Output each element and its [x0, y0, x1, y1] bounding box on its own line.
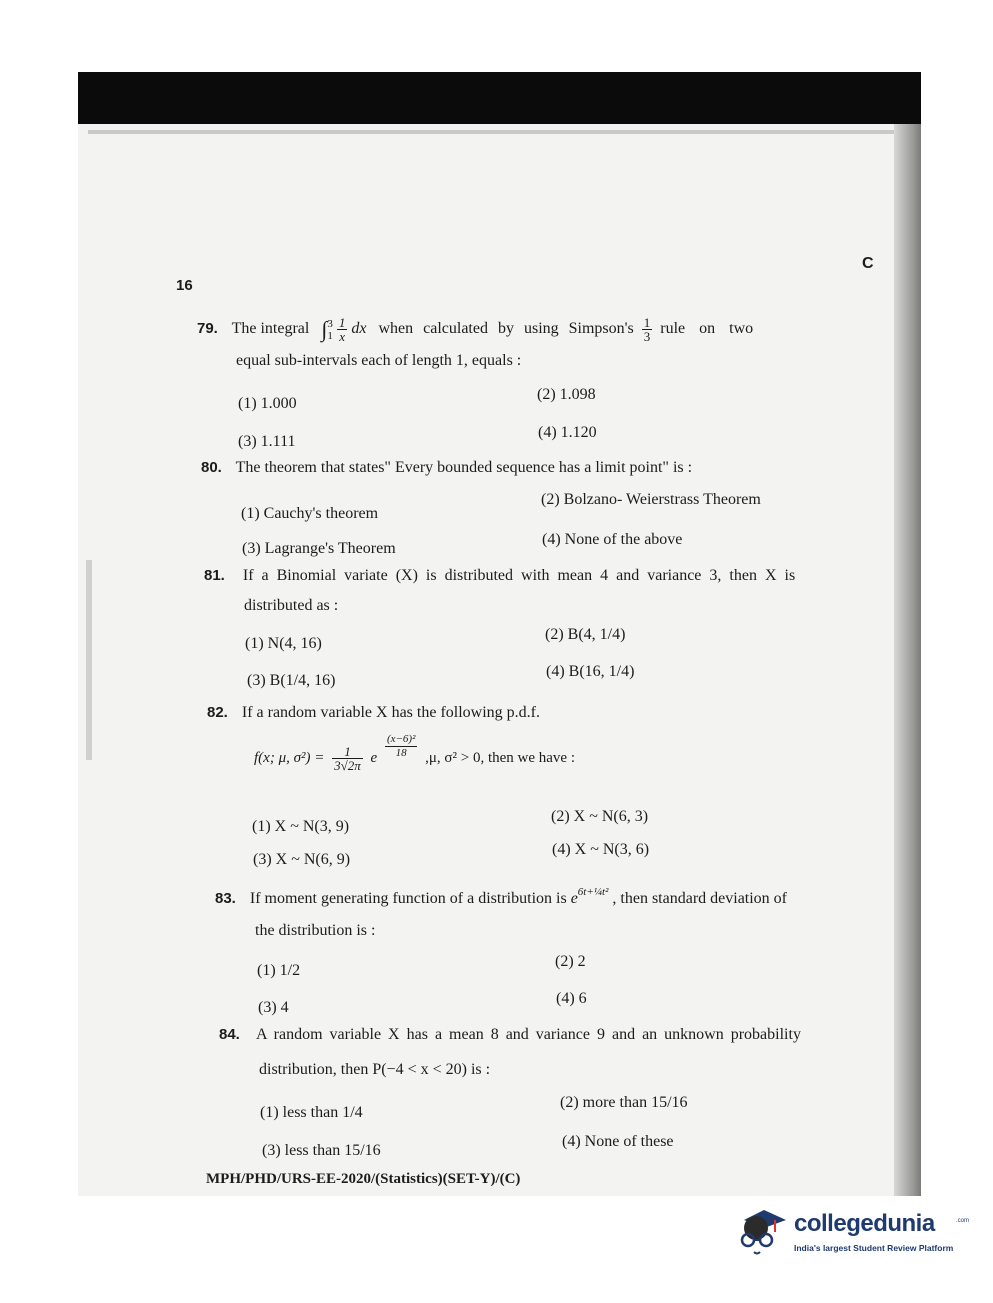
q82-option-4: (4) X ~ N(3, 6)	[552, 841, 650, 858]
book-spine	[894, 124, 921, 1196]
integral-upper: 3	[327, 317, 333, 330]
question-number: 83.	[215, 890, 236, 907]
question-text: If a random variable X has the following p.d.f.	[241, 704, 540, 721]
question-81-line2: distributed as :	[244, 597, 339, 614]
q82-option-2: (2) X ~ N(6, 3)	[551, 808, 649, 825]
question-number: 82.	[207, 704, 228, 721]
scan-dark-band	[78, 72, 921, 124]
brand-suffix: .com	[956, 1218, 970, 1224]
pdf-e: e	[370, 749, 378, 766]
question-82	[207, 704, 540, 722]
rule-frac-num: 1	[643, 315, 651, 330]
pdf-lhs: f(x; μ, σ²) =	[254, 749, 325, 766]
mgf-exponent: 6t+¼t²	[577, 886, 609, 898]
question-number: 80.	[201, 459, 222, 476]
pdf-exp-den: 18	[395, 747, 407, 759]
question-81	[204, 567, 795, 585]
q84-option-3: (3) less than 15/16	[262, 1142, 381, 1159]
q83-option-4: (4) 6	[556, 990, 587, 1007]
q79-option-4: (4) 1.120	[538, 424, 597, 441]
question-number: 79.	[197, 320, 218, 338]
q84-option-1: (1) less than 1/4	[260, 1104, 363, 1121]
binding-gutter	[86, 560, 92, 760]
q79-option-1: (1) 1.000	[238, 395, 297, 412]
question-text: If moment generating function of a distribution is	[249, 890, 567, 907]
question-80	[201, 459, 692, 477]
rule-frac-den: 3	[643, 329, 651, 344]
question-text: A random variable X has a mean 8 and variance 9 and an unknown probability	[255, 1026, 801, 1043]
question-79-line2: equal sub-intervals each of length 1, equals :	[236, 352, 522, 369]
set-code: C	[862, 255, 874, 272]
q81-option-1: (1) N(4, 16)	[245, 635, 322, 652]
q81-option-3: (3) B(1/4, 16)	[247, 672, 336, 689]
collegedunia-logo[interactable]	[734, 1198, 970, 1268]
mascot-icon	[734, 1198, 792, 1256]
pdf-formula	[254, 733, 576, 773]
q82-option-1: (1) X ~ N(3, 9)	[252, 818, 350, 835]
q84-option-2: (2) more than 15/16	[560, 1094, 688, 1111]
q80-option-3: (3) Lagrange's Theorem	[242, 540, 396, 557]
question-83	[215, 886, 788, 908]
page-number: 16	[176, 277, 193, 294]
q79-option-2: (2) 1.098	[537, 386, 596, 403]
pdf-exp-num: (x−6)²	[386, 733, 416, 745]
question-text: The theorem that states" Every bounded sequence has a limit point" is :	[235, 459, 693, 476]
question-text-c: rule on two	[660, 320, 754, 338]
question-84	[219, 1026, 801, 1044]
integral-lower: 1	[327, 329, 333, 342]
question-84-line2: distribution, then P(−4 < x < 20) is :	[259, 1061, 491, 1078]
paper-code-footer: MPH/PHD/URS-EE-2020/(Statistics)(SET-Y)/(C)	[206, 1171, 521, 1187]
q80-option-2: (2) Bolzano- Weierstrass Theorem	[541, 491, 761, 508]
q80-option-4: (4) None of the above	[542, 531, 683, 548]
q83-option-3: (3) 4	[258, 999, 289, 1016]
mgf-e: e	[570, 890, 578, 907]
q80-option-1: (1) Cauchy's theorem	[241, 505, 379, 522]
q82-option-3: (3) X ~ N(6, 9)	[253, 851, 351, 868]
question-text-b: , then standard deviation of	[612, 890, 788, 907]
question-text: The integral	[231, 320, 310, 338]
q81-option-4: (4) B(16, 1/4)	[546, 663, 635, 680]
question-text: If a Binomial variate (X) is distributed with mean 4 and variance 3, then X is	[242, 567, 796, 584]
integral-expression: ∫ 3 1 $\frac{1}{x}$ dx	[321, 315, 367, 344]
question-83-line2: the distribution is :	[255, 922, 376, 939]
q84-option-4: (4) None of these	[562, 1133, 674, 1150]
q81-option-2: (2) B(4, 1/4)	[545, 626, 626, 643]
page-edge	[88, 130, 921, 134]
brand-tagline: India's largest Student Review Platform	[794, 1243, 954, 1253]
integral-dx: dx	[351, 320, 367, 338]
pdf-coef-num: 1	[332, 745, 363, 759]
integrand-den: x	[339, 329, 345, 344]
question-number: 84.	[219, 1026, 240, 1043]
pdf-coef-den: 3√2π	[334, 758, 361, 773]
pdf-rest: ,μ, σ² > 0, then we have :	[425, 749, 576, 766]
q83-option-2: (2) 2	[555, 953, 586, 970]
integrand-num: 1	[338, 315, 346, 330]
brand-name: collegedunia	[794, 1210, 935, 1237]
question-text-b: when calculated by using Simpson's	[378, 320, 634, 338]
question-79	[197, 316, 753, 343]
q83-option-1: (1) 1/2	[257, 962, 301, 979]
q79-option-3: (3) 1.111	[238, 433, 296, 450]
question-number: 81.	[204, 567, 225, 584]
